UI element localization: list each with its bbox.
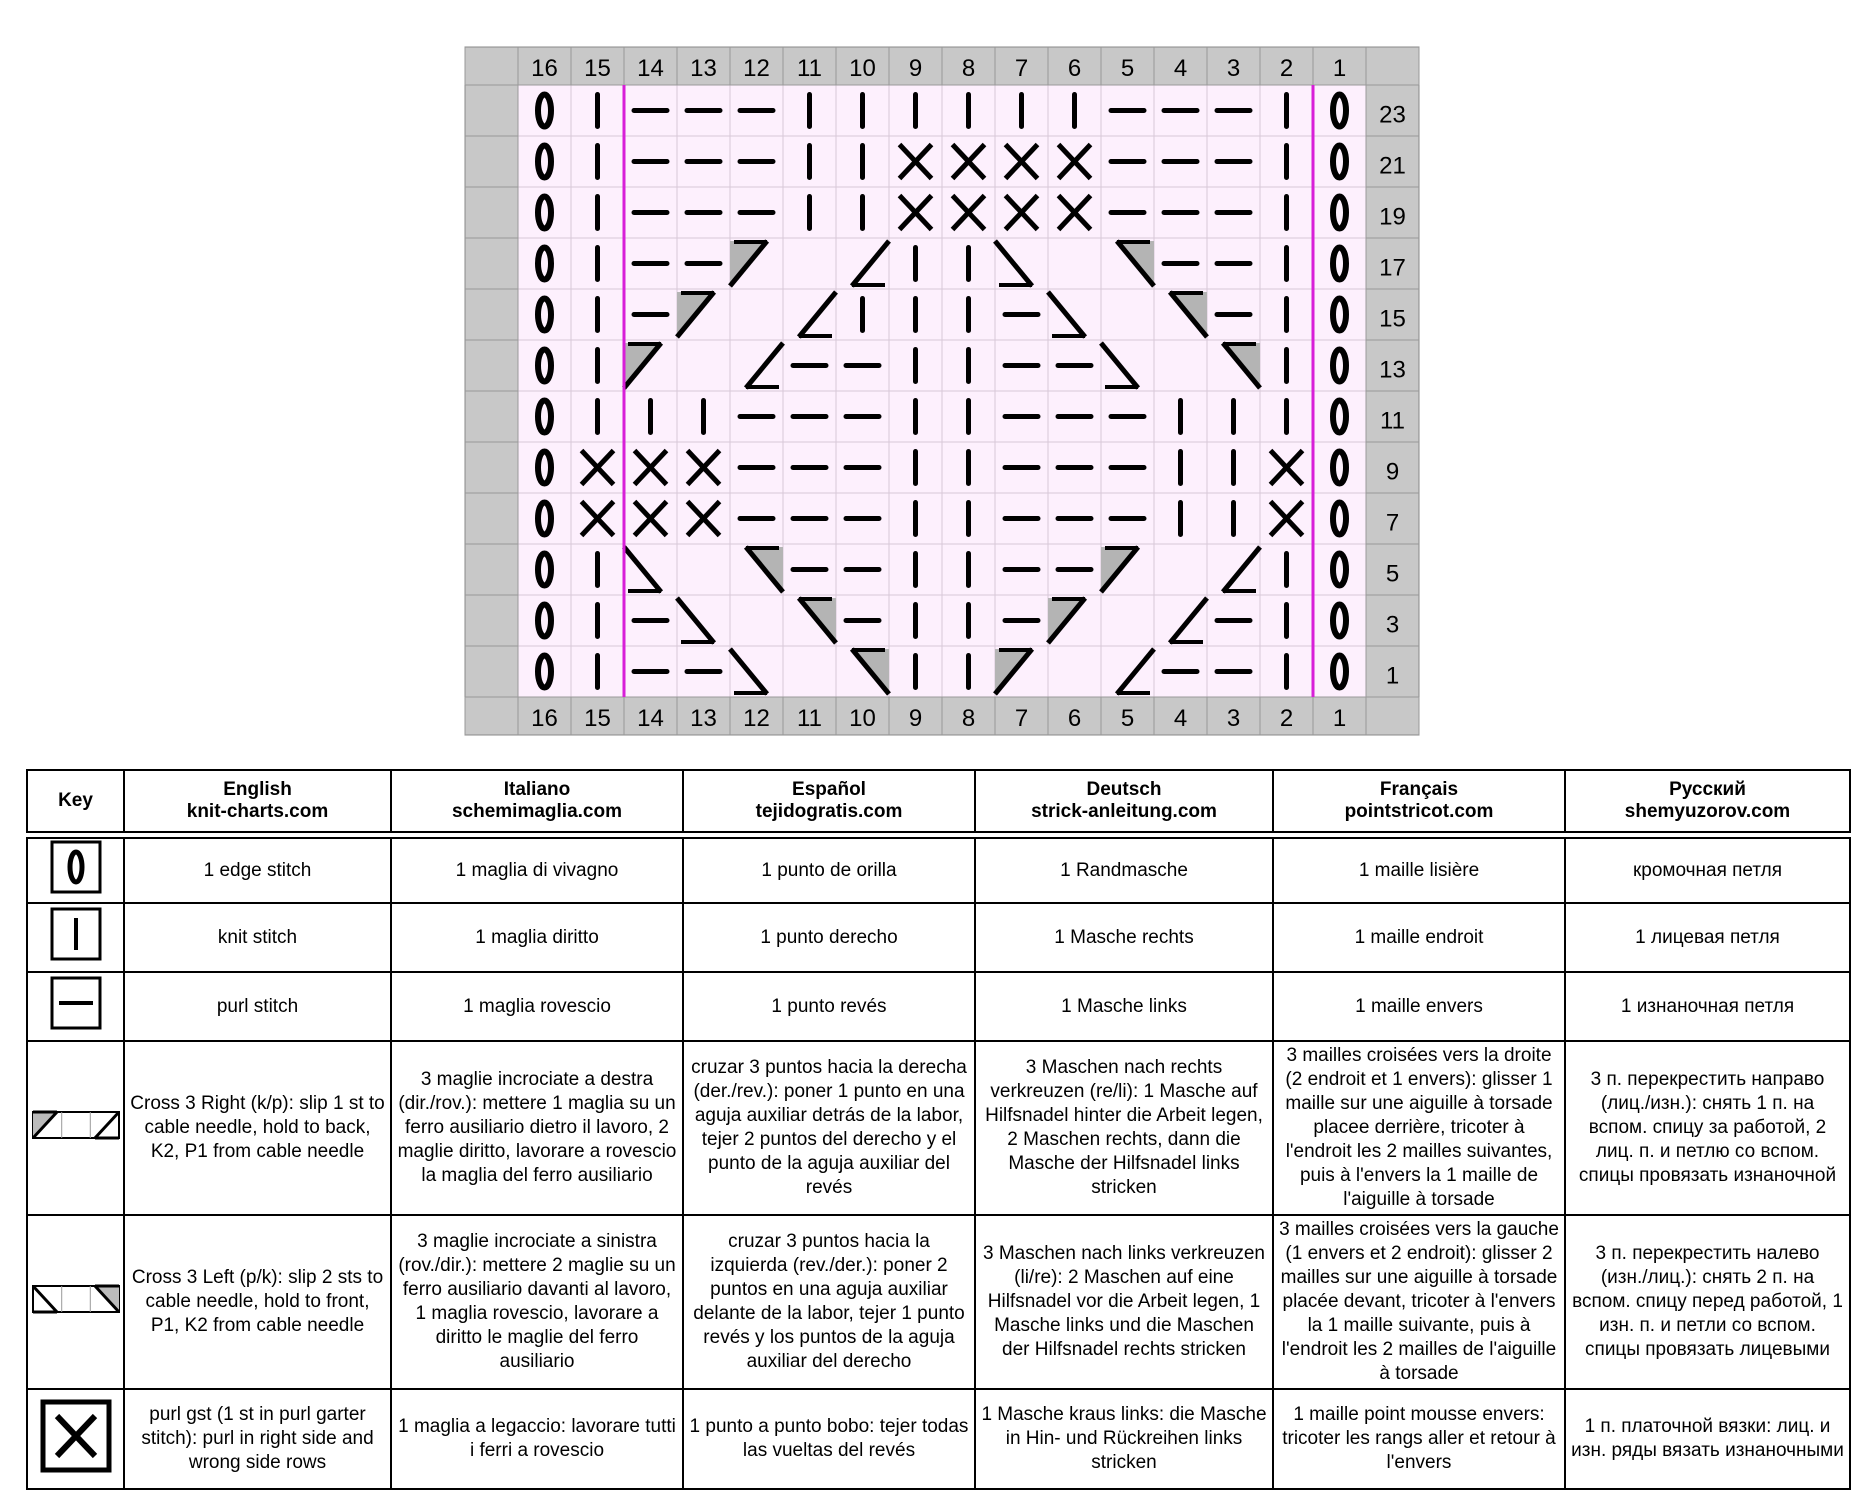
- cross-3-left-icon: [27, 1215, 124, 1389]
- header-italiano: Italiano schemimaglia.com: [391, 770, 683, 832]
- column-number-top: 3: [1226, 55, 1241, 82]
- cell-italiano: 1 maglia diritto: [391, 903, 683, 972]
- cell-italiano: 3 maglie incrociate a sinistra (rov./dir.): mettere 2 maglie su un ferro ausiliario davanti al lavoro, 1 maglia rovescio, lavorare a diritto le maglie del ferro ausiliario: [391, 1215, 683, 1389]
- column-number-top: 2: [1279, 55, 1294, 82]
- row-number: 7: [1385, 509, 1400, 537]
- header-espanol: Español tejidogratis.com: [683, 770, 975, 832]
- column-number-bottom: 8: [961, 705, 976, 732]
- garter-stitch-icon: [27, 1389, 124, 1489]
- row-number: 23: [1379, 101, 1406, 129]
- column-number-top: 6: [1067, 55, 1082, 82]
- key-header-row: [27, 770, 1850, 832]
- cell-english: purl gst (1 st in purl garter stitch): purl in right side and wrong side rows: [124, 1389, 391, 1489]
- key-row-cross-right: [27, 1041, 1850, 1215]
- edge-stitch-icon: [27, 838, 124, 903]
- column-number-top: 12: [743, 55, 770, 82]
- header-russian: Русский shemyuzorov.com: [1565, 770, 1850, 832]
- key-row-cross-left: [27, 1215, 1850, 1389]
- key-row-garter: [27, 1389, 1850, 1489]
- cell-espanol: 1 punto derecho: [683, 903, 975, 972]
- row-number: 5: [1385, 560, 1400, 588]
- symbol-key-table: [26, 769, 1851, 1490]
- column-number-bottom: 9: [908, 705, 923, 732]
- column-number-top: 4: [1173, 55, 1188, 82]
- header-key: Key: [27, 770, 124, 832]
- cell-english: purl stitch: [124, 972, 391, 1041]
- cell-francais: 3 mailles croisées vers la gauche (1 envers et 2 endroit): glisser 2 mailles sur une aiguille à torsade placée devant, tricoter à l'envers la 1 maille suivante, puis à l'endroit les 2 mailles de l'aiguille à torsade: [1273, 1215, 1565, 1389]
- cell-francais: 1 maille lisière: [1273, 838, 1565, 903]
- cell-deutsch: 1 Masche rechts: [975, 903, 1273, 972]
- column-number-top: 8: [961, 55, 976, 82]
- column-number-bottom: 7: [1014, 705, 1029, 732]
- column-number-top: 5: [1120, 55, 1135, 82]
- column-number-top: 14: [637, 55, 664, 82]
- column-number-bottom: 15: [584, 705, 611, 732]
- cross-3-right-icon: [27, 1041, 124, 1215]
- column-number-bottom: 6: [1067, 705, 1082, 732]
- key-row-knit: [27, 903, 1850, 972]
- cell-francais: 1 maille point mousse envers: tricoter les rangs aller et retour à l'envers: [1273, 1389, 1565, 1489]
- row-number: 21: [1379, 152, 1406, 180]
- row-number: 19: [1379, 203, 1406, 231]
- column-number-bottom: 13: [690, 705, 717, 732]
- cell-russian: 3 п. перекрестить налево (изн./лиц.): снять 2 п. на вспом. спицу перед работой, 1 изн. п. и петли со вспом. спицы провязать лицевыми: [1565, 1215, 1850, 1389]
- cell-francais: 1 maille envers: [1273, 972, 1565, 1041]
- column-number-top: 16: [531, 55, 558, 82]
- column-number-top: 15: [584, 55, 611, 82]
- column-number-top: 10: [849, 55, 876, 82]
- cell-deutsch: 3 Maschen nach links verkreuzen (li/re): 2 Maschen auf eine Hilfsnadel vor die Arbeit legen, 1 Masche links und die Maschen der Hilfsnadel rechts stricken: [975, 1215, 1273, 1389]
- cell-deutsch: 1 Masche kraus links: die Masche in Hin- und Rückreihen links stricken: [975, 1389, 1273, 1489]
- column-number-bottom: 16: [531, 705, 558, 732]
- header-english: English knit-charts.com: [124, 770, 391, 832]
- row-number: 9: [1385, 458, 1400, 486]
- cell-english: knit stitch: [124, 903, 391, 972]
- row-number: 1: [1385, 662, 1400, 690]
- cell-espanol: 1 punto de orilla: [683, 838, 975, 903]
- column-number-bottom: 5: [1120, 705, 1135, 732]
- row-number: 11: [1380, 407, 1405, 435]
- cell-english: 1 edge stitch: [124, 838, 391, 903]
- cell-italiano: 1 maglia di vivagno: [391, 838, 683, 903]
- cell-deutsch: 3 Maschen nach rechts verkreuzen (re/li): 1 Masche auf Hilfsnadel hinter die Arbeit legen, 2 Maschen rechts, dann die Masche der Hilfsnadel links stricken: [975, 1041, 1273, 1215]
- cell-italiano: 1 maglia a legaccio: lavorare tutti i ferri a rovescio: [391, 1389, 683, 1489]
- cell-russian: 1 лицевая петля: [1565, 903, 1850, 972]
- header-deutsch: Deutsch strick-anleitung.com: [975, 770, 1273, 832]
- column-number-top: 13: [690, 55, 717, 82]
- cell-espanol: cruzar 3 puntos hacia la izquierda (rev./der.): poner 2 puntos en una aguja auxiliar delante de la labor, tejer 1 punto revés y los puntos de la aguja auxiliar del derecho: [683, 1215, 975, 1389]
- row-number: 13: [1379, 356, 1406, 384]
- column-number-bottom: 14: [637, 705, 664, 732]
- cell-francais: 3 mailles croisées vers la droite (2 endroit et 1 envers): glisser 1 maille sur une aiguille à torsade placee derrière, tricoter à l'endroit les 2 mailles suivantes, puis à l'envers la 1 maille de l'aiguille à torsade: [1273, 1041, 1565, 1215]
- column-number-top: 1: [1332, 55, 1347, 82]
- cell-deutsch: 1 Randmasche: [975, 838, 1273, 903]
- cell-espanol: 1 punto a punto bobo: tejer todas las vueltas del revés: [683, 1389, 975, 1489]
- cell-espanol: 1 punto revés: [683, 972, 975, 1041]
- column-number-top: 7: [1014, 55, 1029, 82]
- row-number: 3: [1385, 611, 1400, 639]
- cell-francais: 1 maille endroit: [1273, 903, 1565, 972]
- key-row-edge: [27, 838, 1850, 903]
- column-number-top: 11: [797, 55, 822, 82]
- cell-italiano: 1 maglia rovescio: [391, 972, 683, 1041]
- cell-russian: 3 п. перекрестить направо (лиц./изн.): снять 1 п. на вспом. спицу за работой, 2 лиц. п. и петлю со вспом. спицы провязать изнаночной: [1565, 1041, 1850, 1215]
- header-francais: Français pointstricot.com: [1273, 770, 1565, 832]
- cell-italiano: 3 maglie incrociate a destra (dir./rov.): mettere 1 maglia su un ferro ausiliario dietro il lavoro, 2 maglie diritto, lavorare a rovescio la maglia del ferro ausiliario: [391, 1041, 683, 1215]
- column-number-bottom: 3: [1226, 705, 1241, 732]
- column-number-bottom: 10: [849, 705, 876, 732]
- cell-russian: кромочная петля: [1565, 838, 1850, 903]
- column-number-bottom: 12: [743, 705, 770, 732]
- cell-english: Cross 3 Left (p/k): slip 2 sts to cable needle, hold to front, P1, K2 from cable needle: [124, 1215, 391, 1389]
- cell-espanol: cruzar 3 puntos hacia la derecha (der./rev.): poner 1 punto en una aguja auxiliar detrás de la labor, tejer 2 puntos del derecho y el punto de la aguja auxiliar del revés: [683, 1041, 975, 1215]
- column-number-bottom: 1: [1332, 705, 1347, 732]
- column-number-bottom: 2: [1279, 705, 1294, 732]
- row-number: 17: [1379, 254, 1406, 282]
- column-number-top: 9: [908, 55, 923, 82]
- cell-english: Cross 3 Right (k/p): slip 1 st to cable needle, hold to back, K2, P1 from cable needle: [124, 1041, 391, 1215]
- column-number-bottom: 4: [1173, 705, 1188, 732]
- key-row-purl: [27, 972, 1850, 1041]
- purl-stitch-icon: [27, 972, 124, 1041]
- cell-deutsch: 1 Masche links: [975, 972, 1273, 1041]
- row-number: 15: [1379, 305, 1406, 333]
- column-number-bottom: 11: [797, 705, 822, 732]
- cell-russian: 1 изнаночная петля: [1565, 972, 1850, 1041]
- cell-russian: 1 п. платочной вязки: лиц. и изн. ряды вязать изнаночными: [1565, 1389, 1850, 1489]
- knit-stitch-icon: [27, 903, 124, 972]
